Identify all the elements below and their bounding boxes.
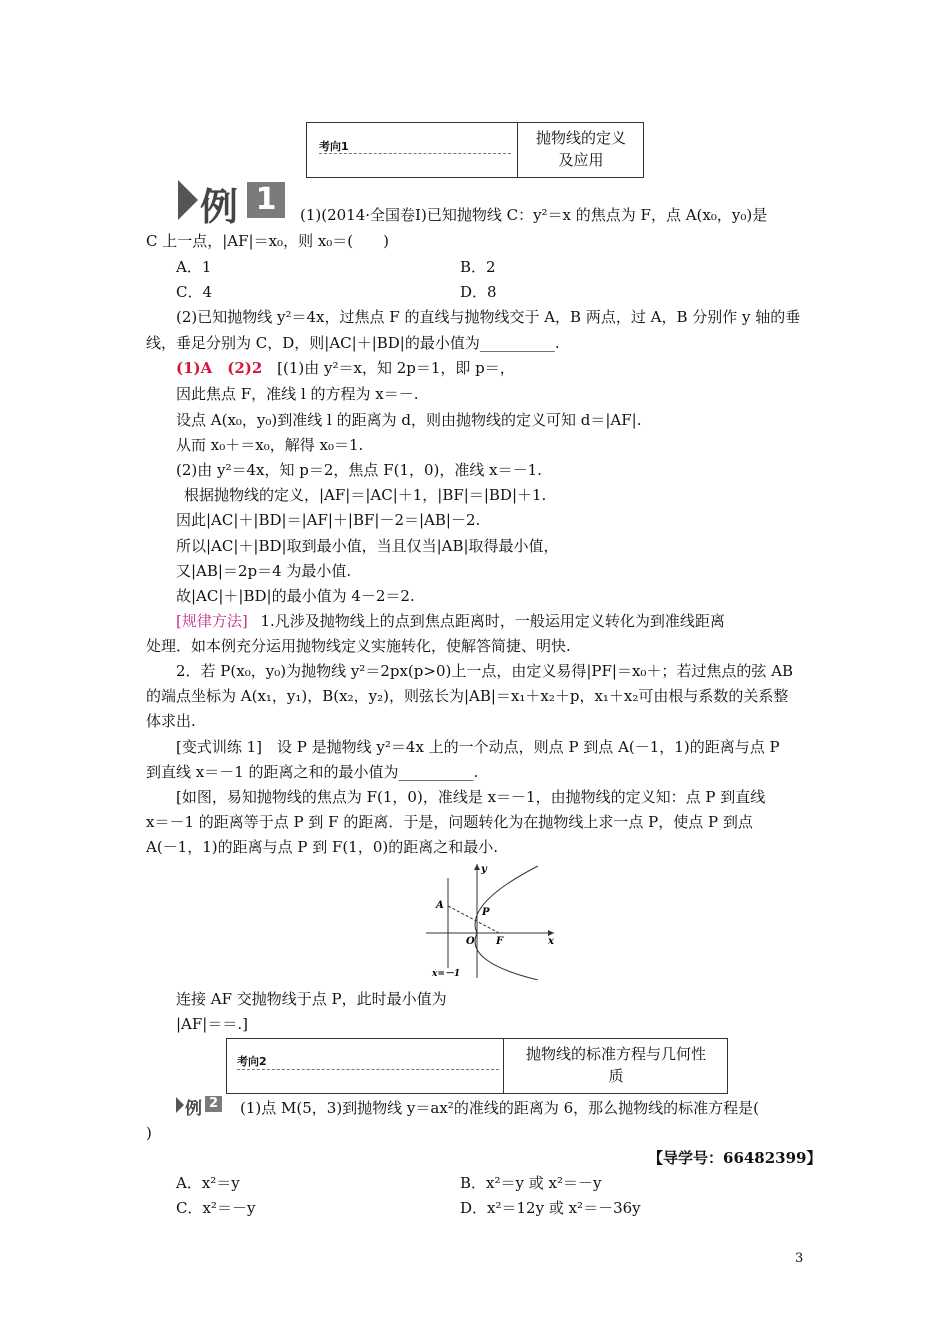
fig-label-directrix: x=－1 [432, 969, 461, 979]
badge-arrow-icon [176, 1097, 184, 1113]
parabola-figure [420, 860, 560, 980]
dashed-line [237, 1069, 499, 1070]
topic-box-1 [306, 122, 644, 178]
ex1-q1-line2: C 上一点，|AF|＝x₀，则 x₀＝( ) [146, 232, 390, 250]
solution-1-line1: (1)A (2)2 [(1)由 y²＝x，知 2p＝1，即 p＝， [176, 359, 515, 377]
badge-char: 例 [200, 185, 239, 229]
ex1-q1-line1: (1)(2014·全国卷Ⅰ)已知抛物线 C：y²＝x 的焦点为 F，点 A(x₀，y₀)是 [300, 206, 768, 224]
solution-1-line10: 故|AC|＋|BD|的最小值为 4－2＝2. [176, 587, 415, 605]
topic-tag-1: 考向1 [319, 140, 349, 153]
ex2-option-b: B．x²＝y 或 x²＝－y [460, 1174, 602, 1192]
ex2-reference: 【导学号：66482399】 [648, 1149, 822, 1167]
method-line2: 处理．如本例充分运用抛物线定义实施转化，使解答简捷、明快. [146, 637, 571, 655]
fig-label-F: F [496, 936, 504, 947]
ex1-q2-line1: (2)已知抛物线 y²＝4x，过焦点 F 的直线与抛物线交于 A，B 两点，过 A，B 分别作 y 轴的垂 [176, 308, 801, 326]
solution-1-line8: 所以|AC|＋|BD|取到最小值，当且仅当|AB|取得最小值， [176, 537, 559, 555]
ex2-q1-line2: ) [146, 1124, 152, 1142]
variant-answer-line1: [如图，易知抛物线的焦点为 F(1，0)，准线是 x＝－1，由抛物线的定义知：点 P 到直线 [176, 788, 766, 806]
solution-1-line6: 根据抛物线的定义，|AF|＝|AC|＋1，|BF|＝|BD|＋1. [184, 486, 547, 504]
fig-label-O: O [466, 936, 475, 947]
fig-label-x: x [548, 936, 554, 947]
badge-number: 2 [205, 1096, 222, 1112]
solution-1-line2: 因此焦点 F，准线 l 的方程为 x＝－. [176, 385, 419, 403]
variant-line2: 到直线 x＝－1 的距离之和的最小值为__________. [146, 763, 479, 781]
badge-arrow-icon [178, 180, 198, 220]
conclusion-line1: 连接 AF 交抛物线于点 P，此时最小值为 [176, 990, 447, 1008]
method-line1: [规律方法] 1.凡涉及抛物线上的点到焦点距离时，一般运用定义转化为到准线距离 [176, 612, 725, 630]
conclusion-line2: |AF|＝＝.] [176, 1015, 248, 1033]
fig-label-P: P [482, 907, 490, 918]
ex2-q1-line1: (1)点 M(5，3)到抛物线 y＝ax²的准线的距离为 6，那么抛物线的标准方程是( [240, 1099, 759, 1117]
variant-answer-line2: x＝－1 的距离等于点 P 到 F 的距离．于是，问题转化为在抛物线上求一点 P，使点 P 到点 [146, 813, 753, 831]
method-line4: 的端点坐标为 A(x₁，y₁)，B(x₂，y₂)，则弦长为|AB|＝x₁＋x₂＋p，x₁＋x₂可由根与系数的关系整 [146, 687, 789, 705]
ex1-option-d: D．8 [460, 283, 497, 301]
variant-line1: [变式训练 1] 设 P 是抛物线 y²＝4x 上的一个动点，则点 P 到点 A(－1，1)的距离与点 P [176, 738, 780, 756]
page-number: 3 [795, 1251, 804, 1266]
fig-label-y: y [481, 864, 487, 875]
fig-label-A: A [436, 900, 444, 911]
dashed-line [319, 153, 511, 154]
ex2-option-d: D．x²＝12y 或 x²＝－36y [460, 1199, 641, 1217]
ex1-option-b: B．2 [460, 258, 496, 276]
ex1-option-c: C．4 [176, 283, 213, 301]
topic-box-2 [226, 1038, 728, 1094]
topic-title-2: 抛物线的标准方程与几何性 质 [503, 1039, 728, 1093]
ex2-option-c: C．x²＝－y [176, 1199, 256, 1217]
ex2-option-a: A．x²＝y [176, 1174, 240, 1192]
ex1-q2-line2: 线，垂足分别为 C，D，则|AC|＋|BD|的最小值为__________. [146, 334, 560, 352]
solution-1-line4: 从而 x₀＋＝x₀，解得 x₀＝1. [176, 436, 364, 454]
solution-1-line3: 设点 A(x₀，y₀)到准线 l 的距离为 d，则由抛物线的定义可知 d＝|AF|. [176, 411, 642, 429]
badge-char: 例 [185, 1099, 202, 1119]
solution-1-line7: 因此|AC|＋|BD|＝|AF|＋|BF|－2＝|AB|－2. [176, 511, 481, 529]
solution-1-line5: (2)由 y²＝4x，知 p＝2，焦点 F(1，0)，准线 x＝－1. [176, 461, 542, 479]
answer-label: (1)A (2)2 [176, 359, 263, 377]
solution-1-line9: 又|AB|＝2p＝4 为最小值. [176, 562, 352, 580]
method-line3: 2．若 P(x₀，y₀)为抛物线 y²＝2px(p>0)上一点，由定义易得|PF|＝x₀＋；若过焦点的弦 AB [176, 662, 794, 680]
topic-title-1: 抛物线的定义 及应用 [517, 123, 644, 177]
method-line5: 体求出. [146, 712, 196, 730]
variant-answer-line3: A(－1，1)的距离与点 P 到 F(1，0)的距离之和最小. [146, 838, 498, 856]
badge-number: 1 [247, 182, 285, 218]
ex1-option-a: A．1 [176, 258, 212, 276]
topic-tag-2: 考向2 [237, 1055, 267, 1068]
method-label: [规律方法] [176, 612, 248, 630]
